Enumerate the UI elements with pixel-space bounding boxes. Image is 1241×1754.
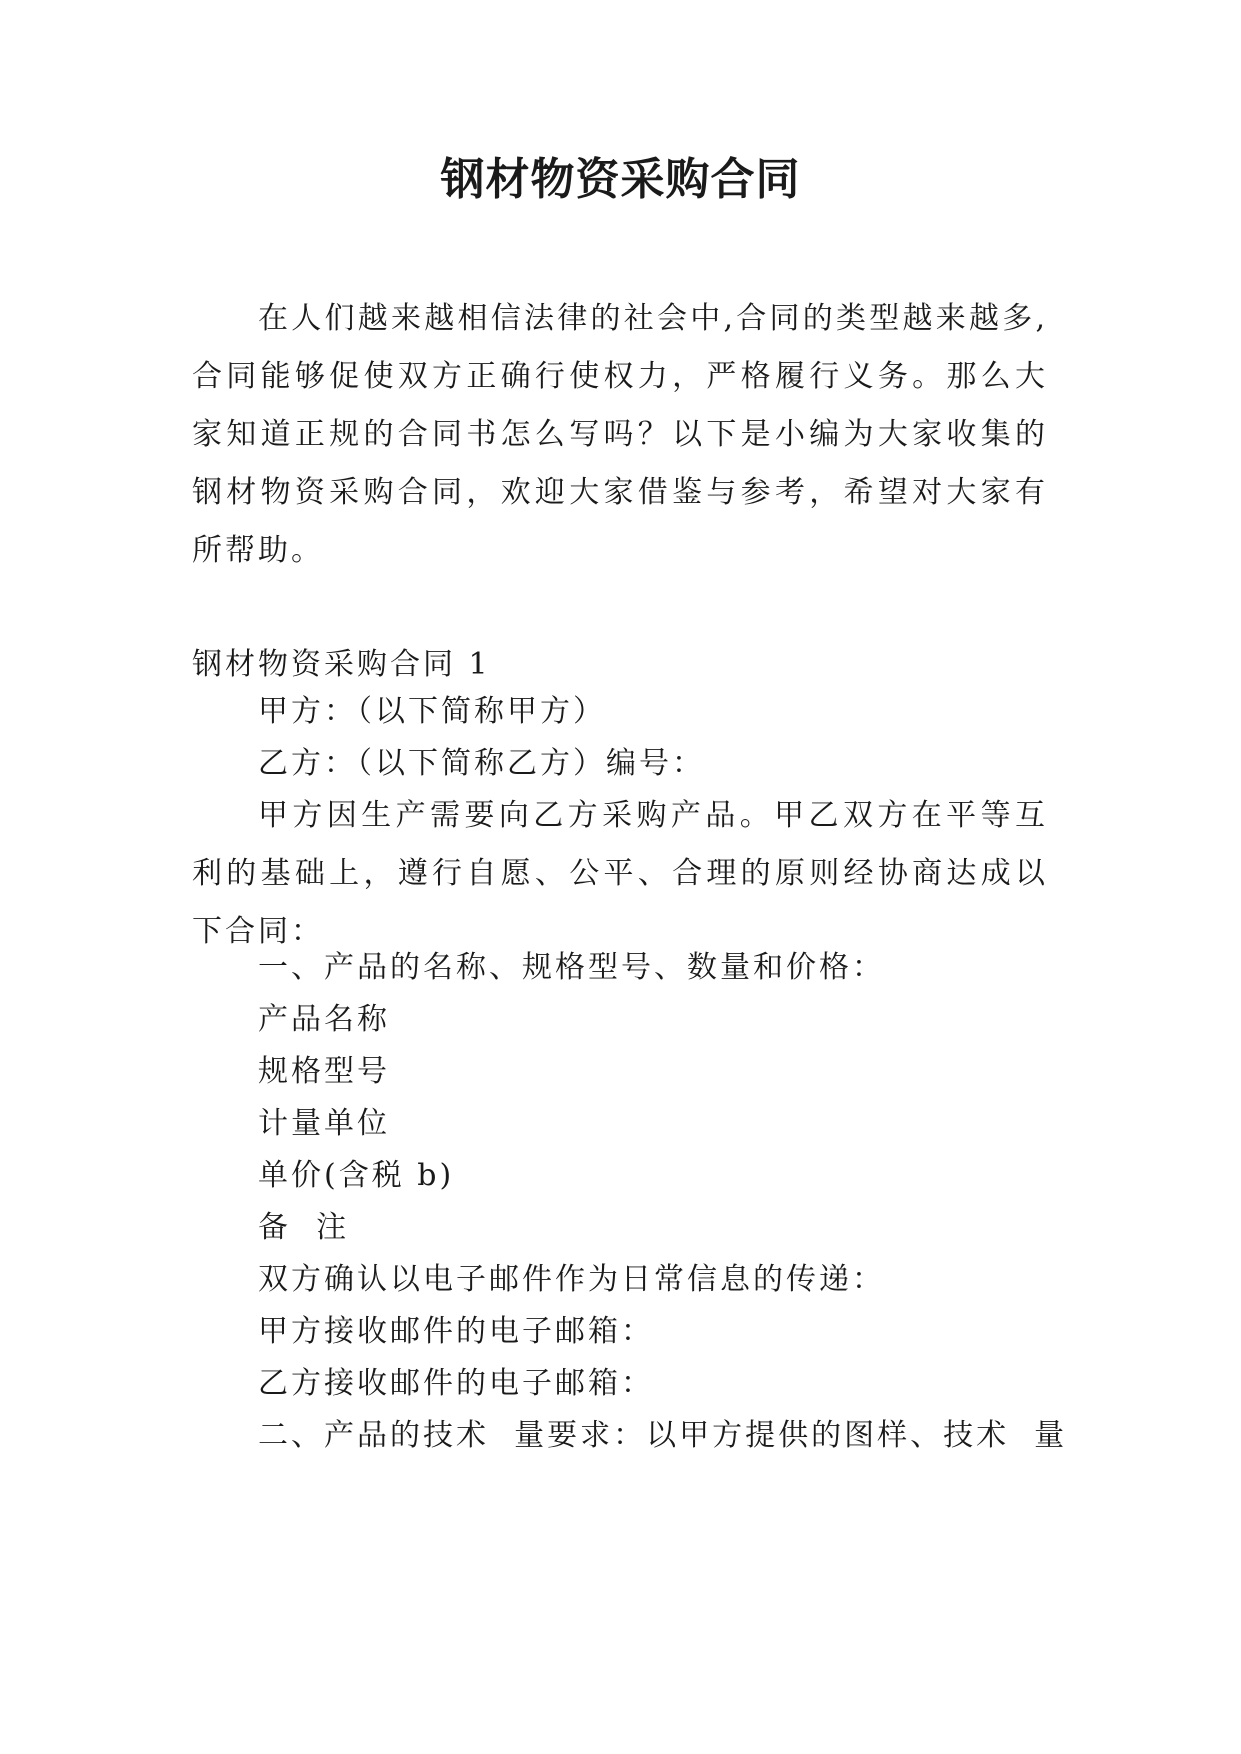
purpose-paragraph: 甲方因生产需要向乙方采购产品。甲乙双方在平等互利的基础上，遵行自愿、公平、合理的原则经协商达成以下合同：: [192, 798, 1048, 949]
document-title: 钢材物资采购合同: [440, 154, 801, 205]
item-product-name: 产品名称: [258, 1002, 390, 1037]
item-spec: 规格型号: [258, 1054, 390, 1089]
email-b-line: 乙方接收邮件的电子邮箱：: [258, 1366, 654, 1401]
item-unit: 计量单位: [258, 1106, 390, 1141]
email-a-line: 甲方接收邮件的电子邮箱：: [258, 1314, 654, 1349]
clause-2-line: 二、产品的技术 量要求：以甲方提供的图样、技术 量: [258, 1418, 1068, 1453]
intro-paragraph: 在人们越来越相信法律的社会中,合同的类型越来越多,合同能够促使双方正确行使权力，严格履行义务。那么大家知道正规的合同书怎么写吗？以下是小编为大家收集的钢材物资采购合同，欢迎大家借鉴与参考，希望对大家有所帮助。: [192, 301, 1048, 568]
party-a-line: 甲方：（以下简称甲方）: [258, 694, 606, 729]
email-confirm-line: 双方确认以电子邮件作为日常信息的传递：: [258, 1262, 885, 1297]
party-b-line: 乙方：（以下简称乙方）编号：: [258, 746, 705, 781]
item-unit-price: 单价(含税 b): [258, 1158, 455, 1193]
item-remark: 备 注: [258, 1210, 350, 1245]
clause-1-heading: 一、产品的名称、规格型号、数量和价格：: [258, 950, 885, 985]
section-heading: 钢材物资采购合同 1: [192, 647, 491, 682]
